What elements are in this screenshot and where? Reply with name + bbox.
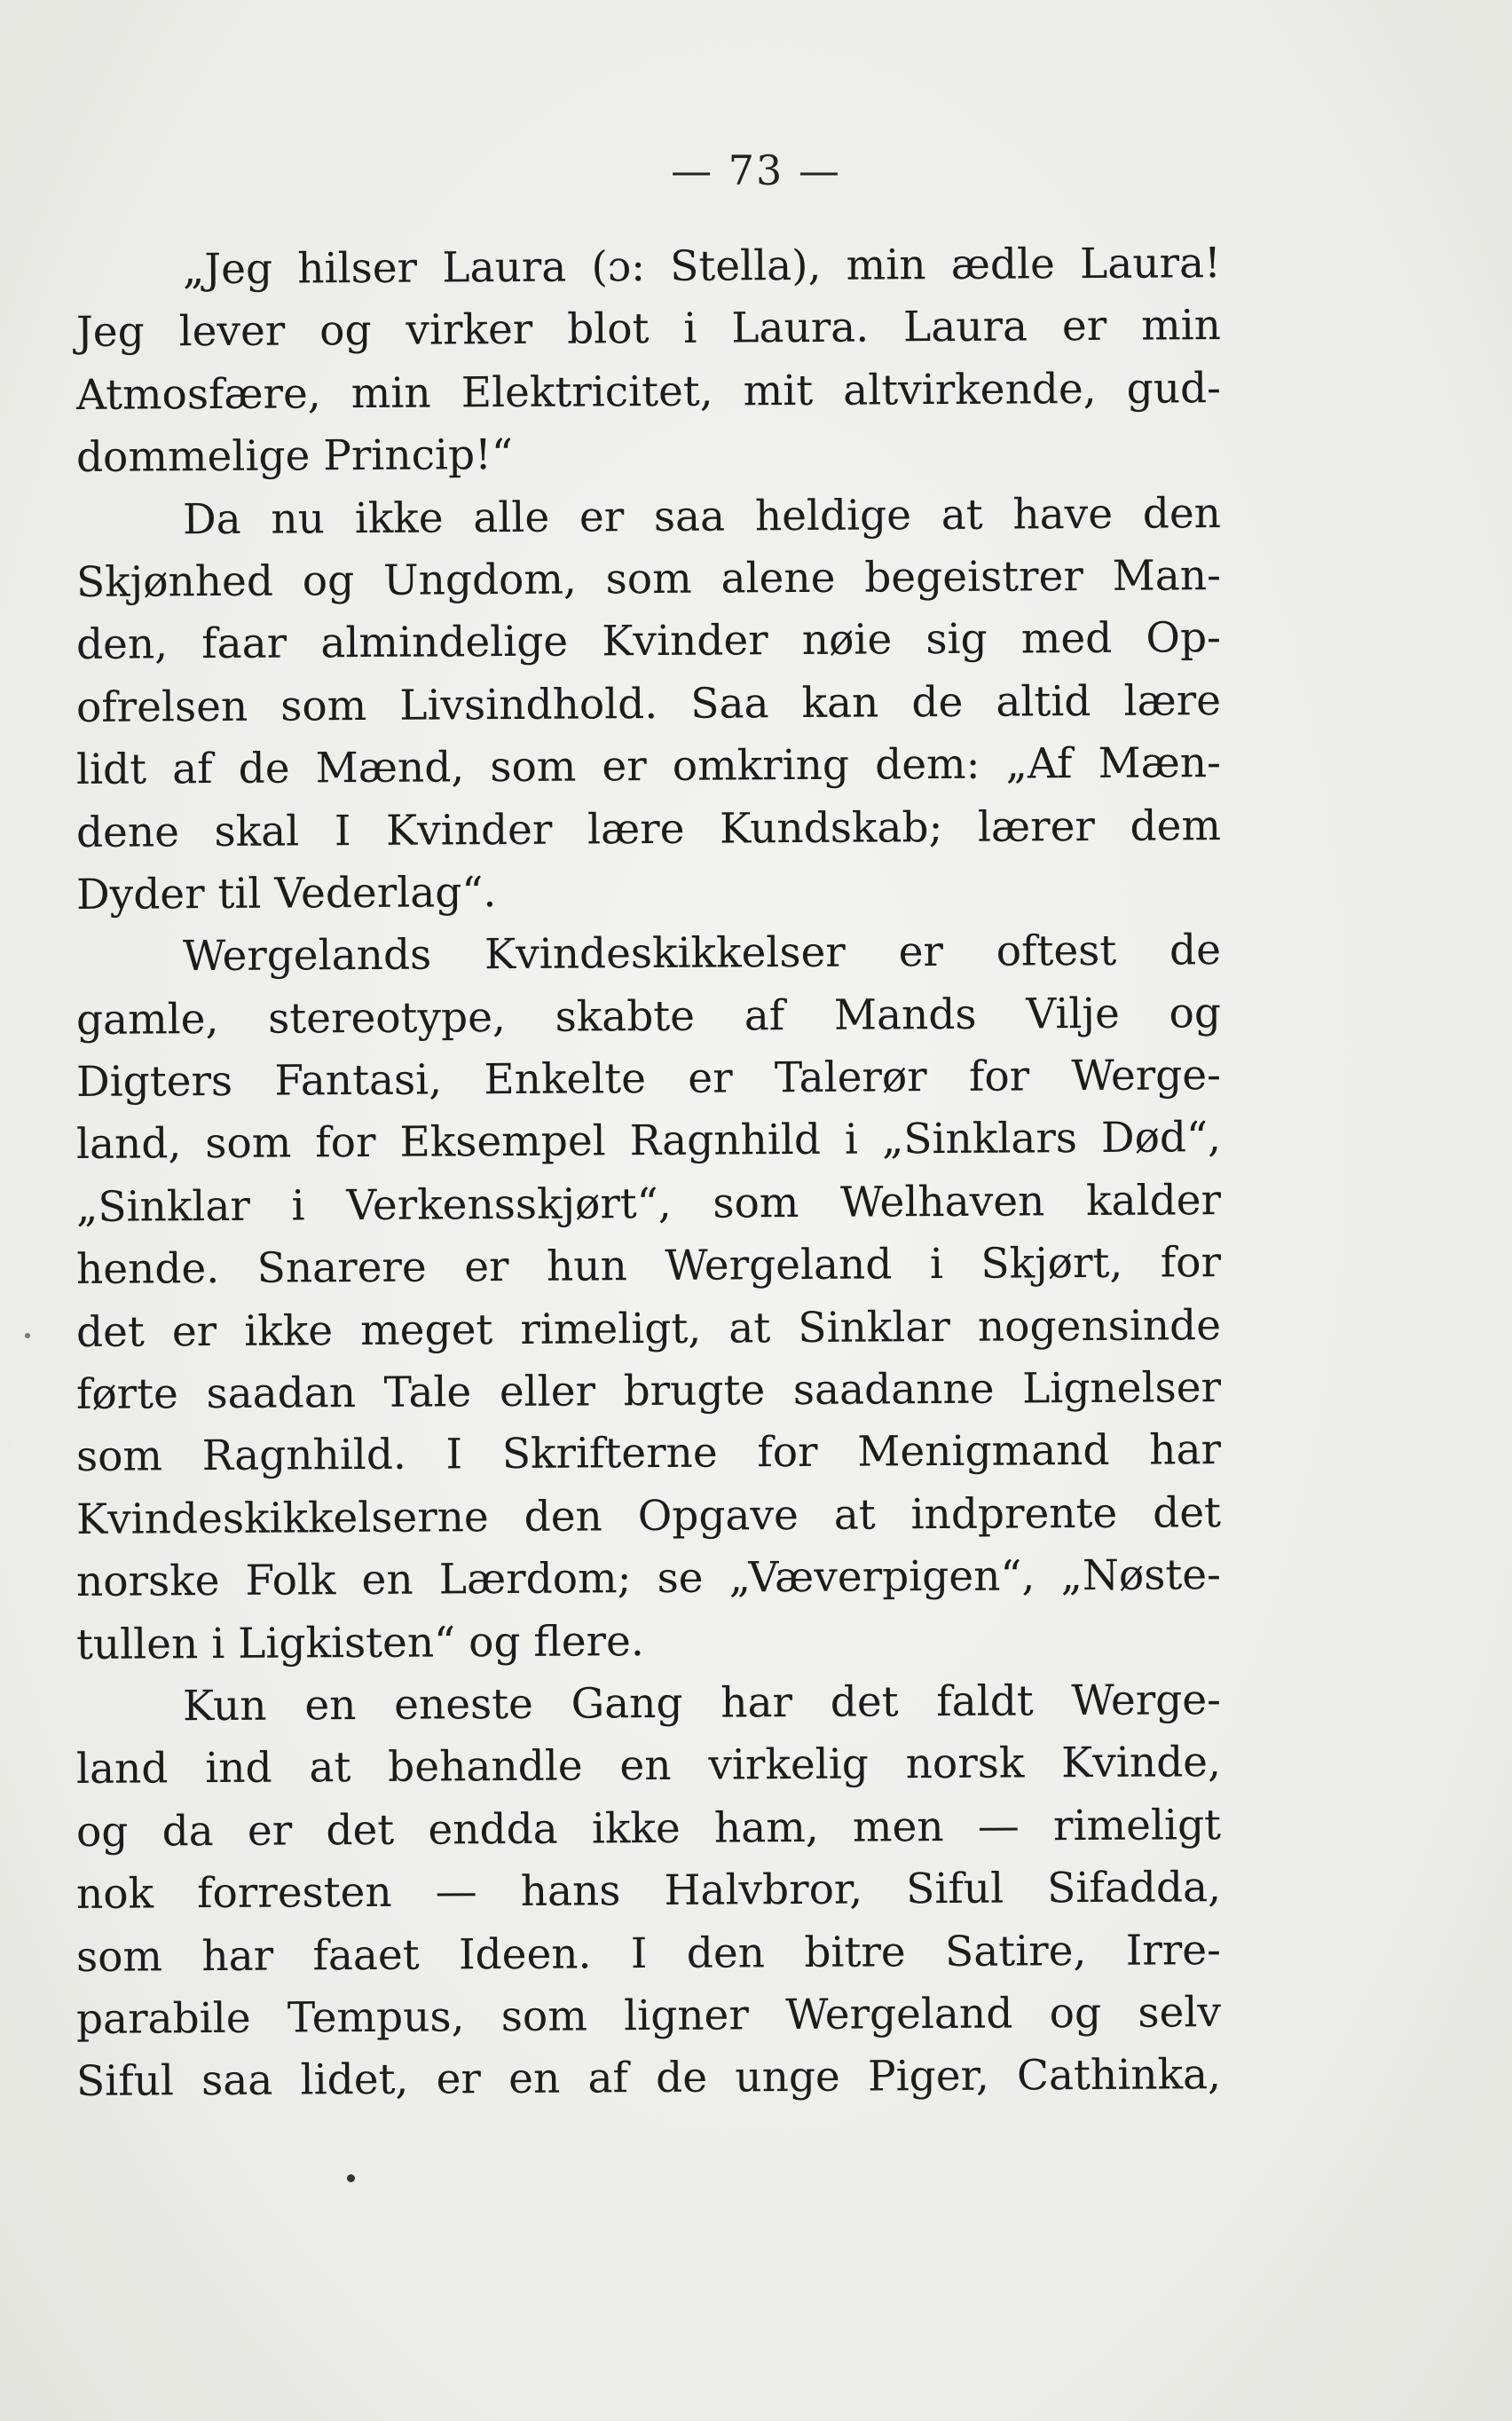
text-line: som Ragnhild. I Skrifterne for Menigmand har <box>75 1425 1222 1482</box>
text-line: det er ikke meget rimeligt, at Sinklar nogensinde <box>75 1300 1222 1357</box>
text-line: Siful saa lidet, er en af de unge Piger, Cathinka, <box>75 2050 1222 2107</box>
text-line: Kvindeskikkelserne den Opgave at indprente det <box>75 1487 1222 1544</box>
text-line: land, som for Eksempel Ragnhild i „Sinklars Død“, <box>75 1113 1222 1170</box>
text-line: gamle, stereotype, skabte af Mands Vilje og <box>75 988 1222 1045</box>
text-line: dommelige Princip!“ <box>75 430 514 483</box>
text-line: Skjønhed og Ungdom, som alene begeistrer Man- <box>75 551 1222 607</box>
text-line: „Sinklar i Verkensskjørt“, som Welhaven kalder <box>75 1175 1222 1232</box>
text-line: Wergelands Kvindeskikkelser er oftest de <box>182 926 1222 982</box>
bottom-dot-mark <box>347 2174 355 2182</box>
text-line: hende. Snarere er hun Wergeland i Skjørt, for <box>75 1238 1222 1295</box>
text-line: Dyder til Vederlag“. <box>75 868 497 919</box>
text-line: parabile Tempus, som ligner Wergeland og selv <box>75 1988 1222 2044</box>
text-line: som har faaet Ideen. I den bitre Satire, Irre- <box>75 1925 1222 1982</box>
text-line: den, faar almindelige Kvinder nøie sig med Op- <box>75 613 1222 670</box>
text-line: „Jeg hilser Laura (ɔ: Stella), min ædle Laura! <box>182 239 1222 295</box>
body-text <box>76 240 1221 2114</box>
page-number: — 73 — <box>671 146 841 194</box>
text-line: norske Folk en Lærdom; se „Væverpigen“, „Nøste- <box>75 1550 1222 1607</box>
text-line: Digters Fantasi, Enkelte er Talerør for Werge- <box>75 1051 1222 1108</box>
text-line: Da nu ikke alle er saa heldige at have den <box>182 488 1222 544</box>
margin-speck <box>25 1333 30 1338</box>
text-line: dene skal I Kvinder lære Kundskab; lærer dem <box>75 800 1222 857</box>
text-line: Jeg lever og virker blot i Laura. Laura er min <box>75 301 1222 358</box>
text-line: tullen i Ligkisten“ og flere. <box>75 1616 644 1669</box>
text-line: førte saadan Tale eller brugte saadanne Lignelser <box>75 1363 1222 1420</box>
text-line: land ind at behandle en virkelig norsk Kvinde, <box>75 1738 1222 1794</box>
text-line: Atmosfære, min Elektricitet, mit altvirkende, gud- <box>75 363 1222 420</box>
text-line: lidt af de Mænd, som er omkring dem: „Af Mæn- <box>75 738 1222 795</box>
text-line: ofrelsen som Livsindhold. Saa kan de altid lære <box>75 675 1222 732</box>
text-line: Kun en eneste Gang har det faldt Werge- <box>182 1676 1222 1731</box>
text-line: og da er det endda ikke ham, men — rimeligt <box>75 1800 1222 1857</box>
text-line: nok forresten — hans Halvbror, Siful Sifadda, <box>75 1863 1222 1920</box>
